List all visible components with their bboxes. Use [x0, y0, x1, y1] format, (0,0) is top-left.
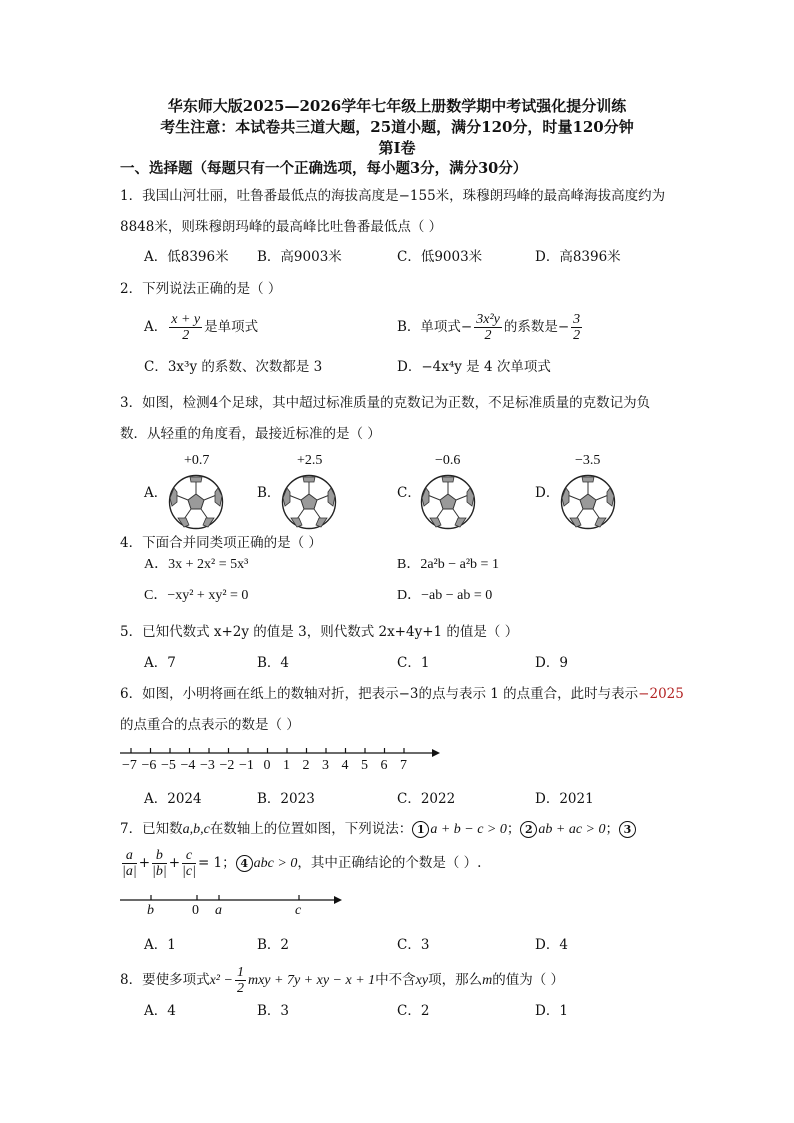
- q4-option-c: C．−xy² + xy² = 0: [144, 588, 249, 603]
- axis-tick-label: −3: [200, 758, 215, 773]
- axis-tick-label: 4: [341, 758, 349, 773]
- q8-stem: 8．要使多项式x² − $\frac{1}{2}$ mxy + 7y + xy − x + 1中不含xy项，那么m的值为（ ）: [120, 965, 564, 996]
- q3-option-b-label: B．: [257, 485, 281, 501]
- q6-option-b: B．2023: [257, 791, 315, 807]
- q7-stem-line1: 7．已知数a,b,c在数轴上的位置如图，下列说法： 1 a + b − c > 0； 2 ab + ac > 0； 3: [120, 820, 637, 839]
- q6-stem-line2: 的点重合的点表示的数是（ ）: [120, 717, 300, 733]
- axis-tick-label: −7: [122, 758, 137, 773]
- q2b-fraction2: $\frac{3}{2}$: [573, 312, 581, 343]
- q7-option-d: D．4: [535, 937, 568, 953]
- q4-stem: 4．下面合并同类项正确的是（ ）: [120, 535, 322, 551]
- q7-axis-label-c: c: [295, 903, 302, 918]
- q8-option-a: A．4: [144, 1003, 176, 1019]
- axis-tick-label: −2: [219, 758, 235, 773]
- q3-stem-line1: 3．如图，检测4个足球，其中超过标准质量的克数记为正数，不足标准质量的克数记为负: [120, 395, 651, 411]
- q1-stem-line1: 1．我国山河壮丽，吐鲁番最低点的海拔高度是−155米，珠穆朗玛峰的最高峰海拔高度约为: [120, 188, 666, 204]
- ball-value-b: +2.5: [297, 453, 323, 468]
- q3-option-a-label: A．: [144, 485, 168, 501]
- q1-option-d: D．高8396米: [535, 249, 621, 265]
- q7-stem-line2: $\frac{a}{|a|}$ + $\frac{b}{|b|}$ + $\frac{c}{|c|}$ = 1； 4 abc > 0，其中正确结论的个数是（ ）.: [122, 848, 482, 879]
- q2-option-a: A． $\frac{x + y}{2}$ 是单项式: [144, 312, 259, 343]
- q1-stem-line2: 8848米，则珠穆朗玛峰的最高峰比吐鲁番最低点（ ）: [120, 219, 443, 235]
- soccer-ball-icon: [168, 474, 224, 530]
- axis-tick-label: −5: [161, 758, 176, 773]
- section-heading: 一、选择题（每题只有一个正确选项，每小题3分，满分30分）: [120, 160, 528, 177]
- q8-option-b: B．3: [257, 1003, 290, 1019]
- q5-option-d: D．9: [535, 655, 568, 671]
- exam-notice: 考生注意：本试卷共三道大题，25道小题，满分120分，时量120分钟: [160, 118, 634, 136]
- q6-option-a: A．2024: [144, 791, 202, 807]
- axis-tick-label: 5: [361, 758, 368, 773]
- axis-tick-label: −6: [141, 758, 157, 773]
- ball-value-a: +0.7: [184, 453, 210, 468]
- axis-tick-label: −4: [180, 758, 196, 773]
- q5-option-b: B．4: [257, 655, 290, 671]
- q4-option-a: A．3x + 2x² = 5x³: [144, 557, 249, 572]
- q2-option-d: D．−4x⁴y 是 4 次单项式: [397, 359, 551, 375]
- exam-title: 华东师大版2025—2026学年七年级上册数学期中考试强化提分训练: [167, 97, 627, 115]
- axis-tick-label: 2: [302, 758, 310, 773]
- q1-option-b: B．高9003米: [257, 249, 342, 265]
- q8-option-c: C．2: [397, 1003, 430, 1019]
- q6-option-c: C．2022: [397, 791, 456, 807]
- q1-option-a: A．低8396米: [144, 249, 229, 265]
- q2-stem: 2．下列说法正确的是（ ）: [120, 281, 282, 297]
- axis-tick-label: 6: [380, 758, 388, 773]
- q7-option-c: C．3: [397, 937, 430, 953]
- volume-label: 第Ⅰ卷: [378, 139, 416, 157]
- soccer-ball-icon: [281, 474, 337, 530]
- q7-axis-label-b: b: [147, 903, 154, 918]
- soccer-ball-icon: [420, 474, 476, 530]
- axis-tick-label: 1: [283, 758, 290, 773]
- q2-option-b: B．单项式− $\frac{\text{3x²y}}{2}$ 的系数是− $\frac{3}{2}$: [397, 312, 581, 343]
- q4-option-b: B．2a²b − a²b = 1: [397, 557, 499, 572]
- q3-option-d-label: D．: [535, 485, 560, 501]
- q8-option-d: D．1: [535, 1003, 568, 1019]
- q6-option-d: D．2021: [535, 791, 594, 807]
- axis-tick-label: 3: [322, 758, 329, 773]
- q2a-fraction: $\frac{x + y}{2}$: [171, 312, 201, 343]
- q7-axis-label-0: 0: [192, 903, 199, 918]
- q4-option-d: D．−ab − ab = 0: [397, 588, 493, 603]
- axis-tick-label: −1: [239, 758, 254, 773]
- q6-stem-line1: 6．如图，小明将画在纸上的数轴对折，把表示−3的点与表示 1 的点重合，此时与表示−2025: [120, 686, 684, 702]
- axis-tick-label: 7: [400, 758, 407, 773]
- q3-stem-line2: 数．从轻重的角度看，最接近标准的是（ ）: [120, 426, 381, 442]
- ball-value-c: −0.6: [435, 453, 461, 468]
- ball-value-d: −3.5: [575, 453, 601, 468]
- q5-option-c: C．1: [397, 655, 430, 671]
- q5-stem: 5．已知代数式 x+2y 的值是 3，则代数式 2x+4y+1 的值是（ ）: [120, 624, 519, 640]
- q7-option-a: A．1: [144, 937, 176, 953]
- q5-option-a: A．7: [144, 655, 176, 671]
- q7-axis-label-a: a: [215, 903, 222, 918]
- q7-option-b: B．2: [257, 937, 290, 953]
- q2-option-c: C．3x³y 的系数、次数都是 3: [144, 359, 323, 375]
- q1-option-c: C．低9003米: [397, 249, 483, 265]
- soccer-ball-icon: [560, 474, 616, 530]
- q3-option-c-label: C．: [397, 485, 421, 501]
- q6-highlight-number: −2025: [638, 686, 684, 702]
- axis-tick-label: 0: [263, 758, 271, 773]
- q2b-fraction: $\frac{\text{3x²y}}{2}$: [476, 312, 500, 343]
